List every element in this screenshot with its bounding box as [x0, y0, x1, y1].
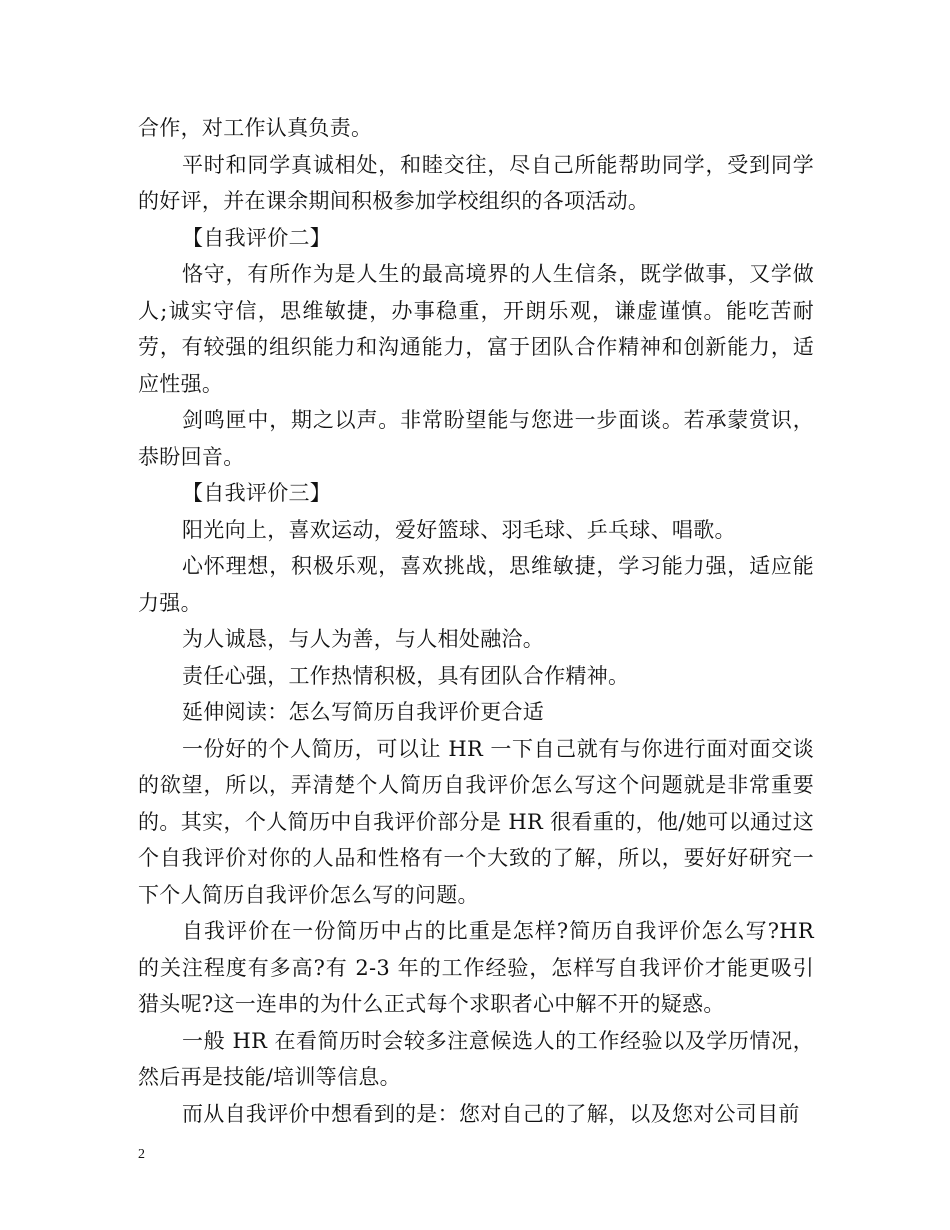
paragraph: 责任心强，工作热情积极，具有团队合作精神。 [182, 663, 630, 688]
paragraph: 心怀理想，积极乐观，喜欢挑战，思维敏捷，学习能力强，适应能力强。 [138, 554, 814, 615]
document-body [138, 110, 814, 1132]
paragraph: 剑鸣匣中，期之以声。非常盼望能与您进一步面谈。若承蒙赏识，恭盼回音。 [138, 408, 814, 469]
paragraph: 恪守，有所作为是人生的最高境界的人生信条，既学做事，又学做人;诚实守信，思维敏捷，办事稳重，开朗乐观，谦虚谨慎。能吃苦耐劳，有较强的组织能力和沟通能力，富于团队合作精神和创新能力，适应性强。 [138, 262, 814, 396]
paragraph: 自我评价在一份简历中占的比重是怎样?简历自我评价怎么写?HR 的关注程度有多高?有 2-3 年的工作经验，怎样写自我评价才能更吸引猎头呢?这一连串的为什么正式每个求职者心中解不开的疑惑。 [138, 919, 814, 1016]
paragraph: 阳光向上，喜欢运动，爱好篮球、羽毛球、乒乓球、唱歌。 [182, 517, 736, 542]
paragraph: 为人诚恳，与人为善，与人相处融洽。 [182, 627, 545, 651]
extended-reading-title: 延伸阅读：怎么写简历自我评价更合适 [182, 700, 545, 724]
paragraph: 一般 HR 在看简历时会较多注意候选人的工作经验以及学历情况，然后再是技能/培训等信息。 [138, 1028, 814, 1089]
section-heading-evaluation-three: 【自我评价三】 [182, 481, 332, 505]
page-number: 2 [138, 1147, 145, 1162]
paragraph: 平时和同学真诚相处，和睦交往，尽自己所能帮助同学，受到同学的好评，并在课余期间积极参加学校组织的各项活动。 [138, 152, 814, 213]
paragraph: 一份好的个人简历，可以让 HR 一下自己就有与你进行面对面交谈的欲望，所以，弄清楚个人简历自我评价怎么写这个问题就是非常重要的。其实，个人简历中自我评价部分是 HR 很看重的，他/她可以通过这个自我评价对你的人品和性格有一个大致的了解，所以，要好好研究一下个人简历自我评价怎么写的问题。 [138, 736, 814, 907]
paragraph-continuation: 合作，对工作认真负责。 [138, 116, 373, 140]
paragraph: 而从自我评价中想看到的是：您对自己的了解，以及您对公司目前 [182, 1101, 800, 1126]
section-heading-evaluation-two: 【自我评价二】 [182, 225, 332, 250]
